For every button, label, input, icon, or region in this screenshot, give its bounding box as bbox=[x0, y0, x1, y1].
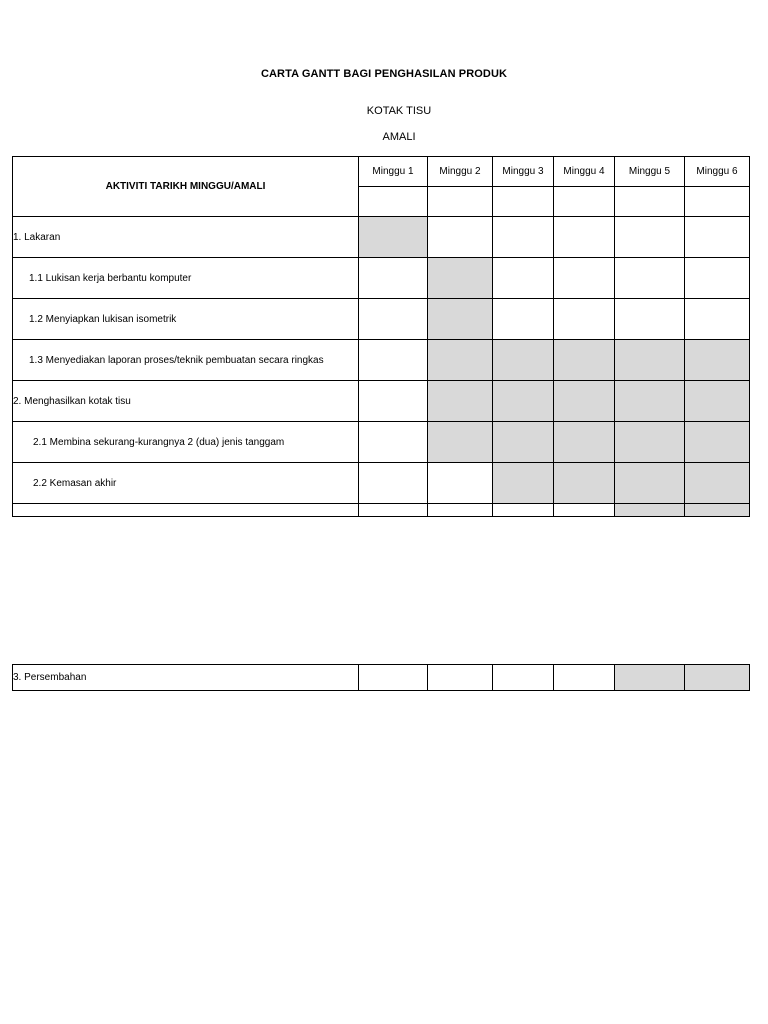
week-cell bbox=[428, 665, 493, 691]
week-cell-active bbox=[615, 504, 685, 517]
activity-row bbox=[13, 665, 750, 691]
week-cell-active bbox=[493, 422, 554, 463]
week-cell-active bbox=[685, 665, 750, 691]
week-cell bbox=[493, 299, 554, 340]
activity-row bbox=[13, 381, 750, 422]
week-cell-active bbox=[554, 381, 615, 422]
week-cell bbox=[493, 665, 554, 691]
activity-label: 2.1 Membina sekurang-kurangnya 2 (dua) jenis tanggam bbox=[13, 422, 359, 463]
week-cell-active bbox=[428, 422, 493, 463]
activity-label: 1.2 Menyiapkan lukisan isometrik bbox=[13, 299, 359, 340]
week-1-header: Minggu 1 bbox=[359, 157, 428, 187]
week-6-header: Minggu 6 bbox=[685, 157, 750, 187]
week-cell-active bbox=[615, 665, 685, 691]
week-cell bbox=[554, 299, 615, 340]
week-cell-active bbox=[493, 340, 554, 381]
week-cell-active bbox=[685, 504, 750, 517]
activity-row bbox=[13, 340, 750, 381]
week-cell bbox=[554, 187, 615, 217]
activity-label bbox=[13, 504, 359, 517]
week-cell bbox=[493, 504, 554, 517]
week-cell bbox=[554, 665, 615, 691]
activity-row bbox=[13, 422, 750, 463]
activity-label: 2. Menghasilkan kotak tisu bbox=[13, 381, 359, 422]
activity-label: 2.2 Kemasan akhir bbox=[13, 463, 359, 504]
week-cell bbox=[359, 340, 428, 381]
week-cell bbox=[554, 258, 615, 299]
week-cell bbox=[428, 217, 493, 258]
document-title: CARTA GANTT BAGI PENGHASILAN PRODUK bbox=[260, 68, 508, 80]
gantt-table bbox=[12, 156, 750, 517]
week-5-header: Minggu 5 bbox=[615, 157, 685, 187]
week-cell bbox=[685, 187, 750, 217]
week-cell bbox=[428, 504, 493, 517]
week-cell bbox=[493, 187, 554, 217]
week-4-header: Minggu 4 bbox=[554, 157, 615, 187]
week-cell-active bbox=[428, 381, 493, 422]
product-subtitle: KOTAK TISU bbox=[366, 105, 432, 117]
week-cell bbox=[685, 299, 750, 340]
week-header-row bbox=[13, 157, 750, 187]
activity-label: 3. Persembahan bbox=[13, 665, 359, 691]
week-cell bbox=[359, 422, 428, 463]
week-cell-active bbox=[428, 258, 493, 299]
week-cell bbox=[615, 258, 685, 299]
week-cell-active bbox=[685, 463, 750, 504]
week-cell bbox=[428, 463, 493, 504]
week-2-header: Minggu 2 bbox=[428, 157, 493, 187]
activity-row bbox=[13, 299, 750, 340]
week-cell bbox=[493, 258, 554, 299]
week-cell bbox=[554, 504, 615, 517]
week-cell-active bbox=[615, 463, 685, 504]
week-cell bbox=[359, 504, 428, 517]
week-cell bbox=[615, 217, 685, 258]
week-cell-active bbox=[685, 422, 750, 463]
week-cell-active bbox=[554, 463, 615, 504]
week-cell bbox=[615, 299, 685, 340]
week-cell-active bbox=[428, 340, 493, 381]
week-cell-active bbox=[554, 422, 615, 463]
week-cell-active bbox=[615, 422, 685, 463]
week-cell bbox=[359, 187, 428, 217]
week-cell-active bbox=[615, 381, 685, 422]
activity-row bbox=[13, 217, 750, 258]
category-subtitle: AMALI bbox=[382, 131, 416, 143]
week-cell bbox=[685, 217, 750, 258]
activity-column-header: AKTIVITI TARIKH MINGGU/AMALI bbox=[13, 157, 359, 217]
week-cell bbox=[554, 217, 615, 258]
week-cell bbox=[359, 463, 428, 504]
week-cell bbox=[359, 299, 428, 340]
activity-label: 1.1 Lukisan kerja berbantu komputer bbox=[13, 258, 359, 299]
activity-row bbox=[13, 463, 750, 504]
week-cell-active bbox=[615, 340, 685, 381]
week-cell bbox=[359, 258, 428, 299]
week-cell-active bbox=[359, 217, 428, 258]
activity-label: 1. Lakaran bbox=[13, 217, 359, 258]
activity-row bbox=[13, 504, 750, 517]
gantt-table-continued bbox=[12, 664, 750, 691]
week-3-header: Minggu 3 bbox=[493, 157, 554, 187]
week-cell-active bbox=[554, 340, 615, 381]
activity-row bbox=[13, 258, 750, 299]
week-cell-active bbox=[428, 299, 493, 340]
week-cell bbox=[359, 381, 428, 422]
week-cell bbox=[493, 217, 554, 258]
week-cell-active bbox=[685, 340, 750, 381]
week-cell bbox=[428, 187, 493, 217]
week-cell bbox=[615, 187, 685, 217]
week-cell bbox=[359, 665, 428, 691]
week-cell bbox=[685, 258, 750, 299]
week-cell-active bbox=[685, 381, 750, 422]
activity-label: 1.3 Menyediakan laporan proses/teknik pembuatan secara ringkas bbox=[13, 340, 359, 381]
week-cell-active bbox=[493, 381, 554, 422]
week-cell-active bbox=[493, 463, 554, 504]
